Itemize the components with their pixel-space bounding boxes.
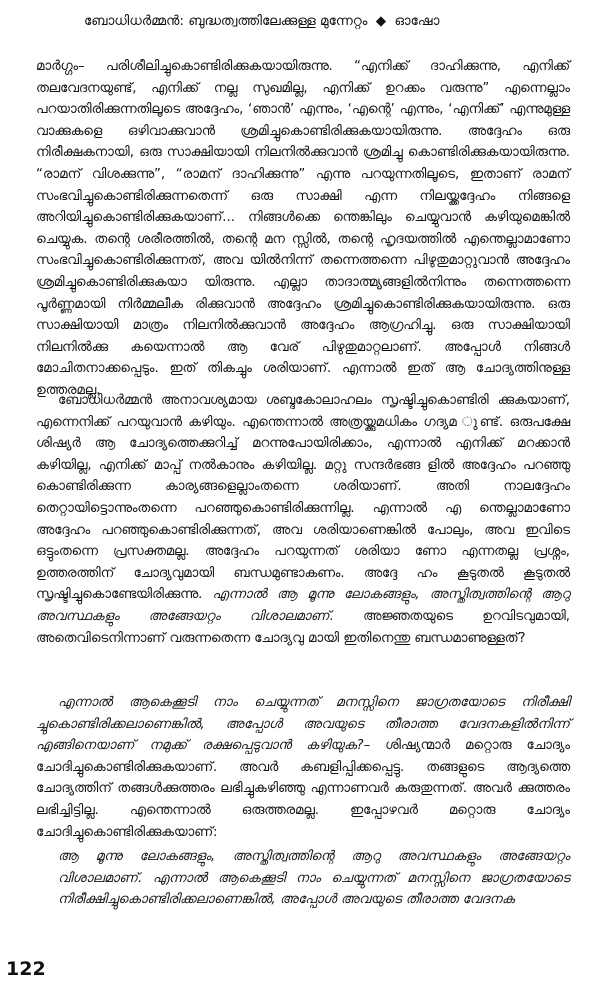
page-number: 122 xyxy=(6,958,46,980)
paragraph-text xyxy=(36,692,570,843)
quote-text: ആ മൂന്നു ലോകങ്ങളും, അസ്തിത്വത്തിന്റെ ആറു അവസ്ഥകളും അങ്ങേയറ്റം വിശാലമാണ്. എന്നാൽ ആകെക്കൂടി നാം ചെയ്യുന്നത് മനസ്സിനെ ജാഗ്രതയോടെ നിരീക്ഷിച്ചുകൊണ്ടിരിക്കലാണെങ്കിൽ, അപ്പോൾ അവയുടെ തീരാത്ത വേദനക xyxy=(58,849,570,908)
paragraph-main-text: ബോധിധർമ്മൻ അനാവശ്യമായ ശബ്ദകോലാഹലം സൃഷ്ടിച്ചുകൊണ്ടിരി ക്കുകയാണ്, എന്നെനിക്ക് പറയുവാൻ കഴിയും. എന്തെന്നാൽ അത്രയ്ക്കുമധികം ഗദ്യമ ുണ്ട്. ഒരുപക്ഷേ ശിഷ്യർ ആ ചോദ്യത്തെക്കുറിച്ച് മറന്നുപോയിരിക്കാം, എന്നാൽ എനിക്ക് മറക്കാൻ കഴിയില്ല, എനിക്ക് മാപ്പ് നൽകാനും കഴിയില്ല. മറ്റു സന്ദർഭങ്ങ ളിൽ അദ്ദേഹം പറഞ്ഞു കൊണ്ടിരിക്കുന്ന കാര്യങ്ങളെല്ലാംതന്നെ ശരിയാണ്. അതി നാലദ്ദേഹം തെറ്റായിട്ടൊന്നുംതന്നെ പറഞ്ഞുകൊണ്ടിരിക്കുന്നില്ല. എന്നാൽ എ ന്തെല്ലാമാണോ അദ്ദേഹം പറഞ്ഞുകൊണ്ടിരിക്കുന്നത്, അവ ശരിയാണെങ്കിൽ പോലും, അവ ഇവിടെ ഒട്ടുംതന്നെ പ്രസക്തമല്ല. അദ്ദേഹം പറയുന്നത് ശരിയാ ണോ എന്നതല്ല പ്രശ്നം, ഉത്തരത്തിന് ചോദ്യവുമായി ബന്ധമുണ്ടാകണം. അദ്ദേ ഹം കൂടുതൽ കൂടുതൽ സൃഷ്ടിച്ചുകൊണ്ടേയിരിക്കുന്നു. xyxy=(36,393,570,603)
body-paragraph-3 xyxy=(36,692,570,840)
paragraph-tail-text: അജ്ഞതയുടെ ഉറവിടവുമായി, അതെവിടെനിന്നാണ് വരുന്നതെന്ന ചോദ്യവു മായി ഇതിനെന്തു ബന്ധമാണുള്ളത്? xyxy=(36,608,570,646)
running-header xyxy=(84,10,524,32)
header-author: ഓഷോ xyxy=(394,13,440,29)
header-title: ബോധിധർമ്മൻ: ബുദ്ധത്വത്തിലേക്കുള്ള മുന്നേറ്റം xyxy=(84,13,368,29)
header-separator-icon: ◆ xyxy=(375,13,387,29)
paragraph-tail-text: – ശിഷ്യന്മാർ മറ്റൊരു ചോദ്യം ചോദിച്ചുകൊണ്ടിരിക്കുകയാണ്. അവർ കബളിപ്പിക്കപ്പെട്ടു. തങ്ങളുടെ ആദ്യത്തെ ചോദ്യത്തിന് തങ്ങൾക്കുത്തരം ലഭിച്ചുകഴിഞ്ഞു എന്നാണവർ കരുതുന്നത്. അവർ ക്കുത്തരം ലഭിച്ചിട്ടില്ല. എന്തെന്നാൽ ഒരുത്തരമല്ല. ഇപ്പോഴവർ മറ്റൊരു ചോദ്യം ചോദിച്ചുകൊണ്ടിരിക്കുകയാണ്: xyxy=(36,738,570,840)
paragraph-text xyxy=(36,390,570,649)
body-paragraph-1 xyxy=(36,56,570,398)
block-quote xyxy=(36,846,570,942)
paragraph-text: മാർഗ്ഗം– പരിശീലിച്ചുകൊണ്ടിരിക്കുകയായിരുന്നു. “എനിക്ക് ദാഹിക്കുന്നു, എനിക്ക് തലവേദനയുണ്ട്, എനിക്ക് നല്ല സുഖമില്ല, എനിക്ക് ഉറക്കം വരുന്നു” എന്നെല്ലാം പറയാതിരിക്കുന്നതിലൂടെ അദ്ദേഹം, ‘ഞാൻ’ എന്നും, ‘എന്റെ’ എന്നും, ‘എനിക്ക്’ എന്നുമുള്ള വാക്കുകളെ ഒഴിവാക്കുവാൻ ശ്രമിച്ചുകൊണ്ടിരിക്കുകയായിരുന്നു. അദ്ദേഹം ഒരു നിരീക്ഷകനായി, ഒരു സാക്ഷിയായി നിലനിൽക്കുവാൻ ശ്രമിച്ചു കൊണ്ടിരിക്കുകയായിരുന്നു. “രാമന് വിശക്കുന്നു”, “രാമന് ദാഹിക്കുന്നു” എന്നു പറയുന്നതിലൂടെ, ഇതാണ് രാമന് സംഭവിച്ചുകൊണ്ടിരിക്കുന്നതെന്ന് ഒരു സാക്ഷി എന്ന നിലയ്ക്കദ്ദേഹം നിങ്ങളെ അറിയിച്ചുകൊണ്ടിരിക്കുകയാണ്... നിങ്ങൾക്കെ ന്തെങ്കിലും ചെയ്യുവാൻ കഴിയുമെങ്കിൽ ചെയ്യുക. തന്റെ ശരീരത്തിൽ, തന്റെ മന സ്സിൽ, തന്റെ ഹൃദയത്തിൽ എന്തെല്ലാമാണോ സംഭവിച്ചുകൊണ്ടിരിക്കുന്നത്, അവ യിൽനിന്ന് തന്നെത്തന്നെ പിഴുതുമാറ്റുവാൻ അദ്ദേഹം ശ്രമിച്ചുകൊണ്ടിരിക്കുകയാ യിരുന്നു. എല്ലാ താദാത്മ്യങ്ങളിൽനിന്നും തന്നെത്തന്നെ പൂർണ്ണമായി നിർമ്മലീക രിക്കുവാൻ അദ്ദേഹം ശ്രമിച്ചുകൊണ്ടിരിക്കുകയായിരുന്നു. ഒരു സാക്ഷിയായി മാത്രം നിലനിൽക്കുവാൻ അദ്ദേഹം ആഗ്രഹിച്ചു. ഒരു സാക്ഷിയായി നിലനിൽക്കു കയെന്നാൽ ആ വേര് പിഴുതുമാറ്റലാണ്. അപ്പോൾ നിങ്ങൾ മോചിതനാക്കപ്പെടും. ഇത് തികച്ചും ശരിയാണ്. എന്നാൽ ഇത് ആ ചോദ്യത്തിനുള്ള ഉത്തരമല്ല. xyxy=(36,59,570,398)
body-paragraph-2 xyxy=(36,390,570,686)
paragraph-italic-text: എന്നാൽ ആകെക്കൂടി നാം ചെയ്യുന്നത് മനസ്സിനെ ജാഗ്രതയോടെ നിരീക്ഷി ച്ചുകൊണ്ടിരിക്കലാണെങ്കിൽ, അപ്പോൾ അവയുടെ തീരാത്ത വേദനകളിൽനിന്ന് എങ്ങിനെയാണ് നമുക്ക് രക്ഷപ്പെടുവാൻ കഴിയുക? xyxy=(36,695,570,754)
paragraph-italic-text: എന്നാൽ ആ മൂന്നു ലോകങ്ങളും, അസ്തിത്വത്തിന്റെ ആറു അവസ്ഥകളും അങ്ങേയറ്റം വിശാലമാണ്. xyxy=(36,587,570,624)
